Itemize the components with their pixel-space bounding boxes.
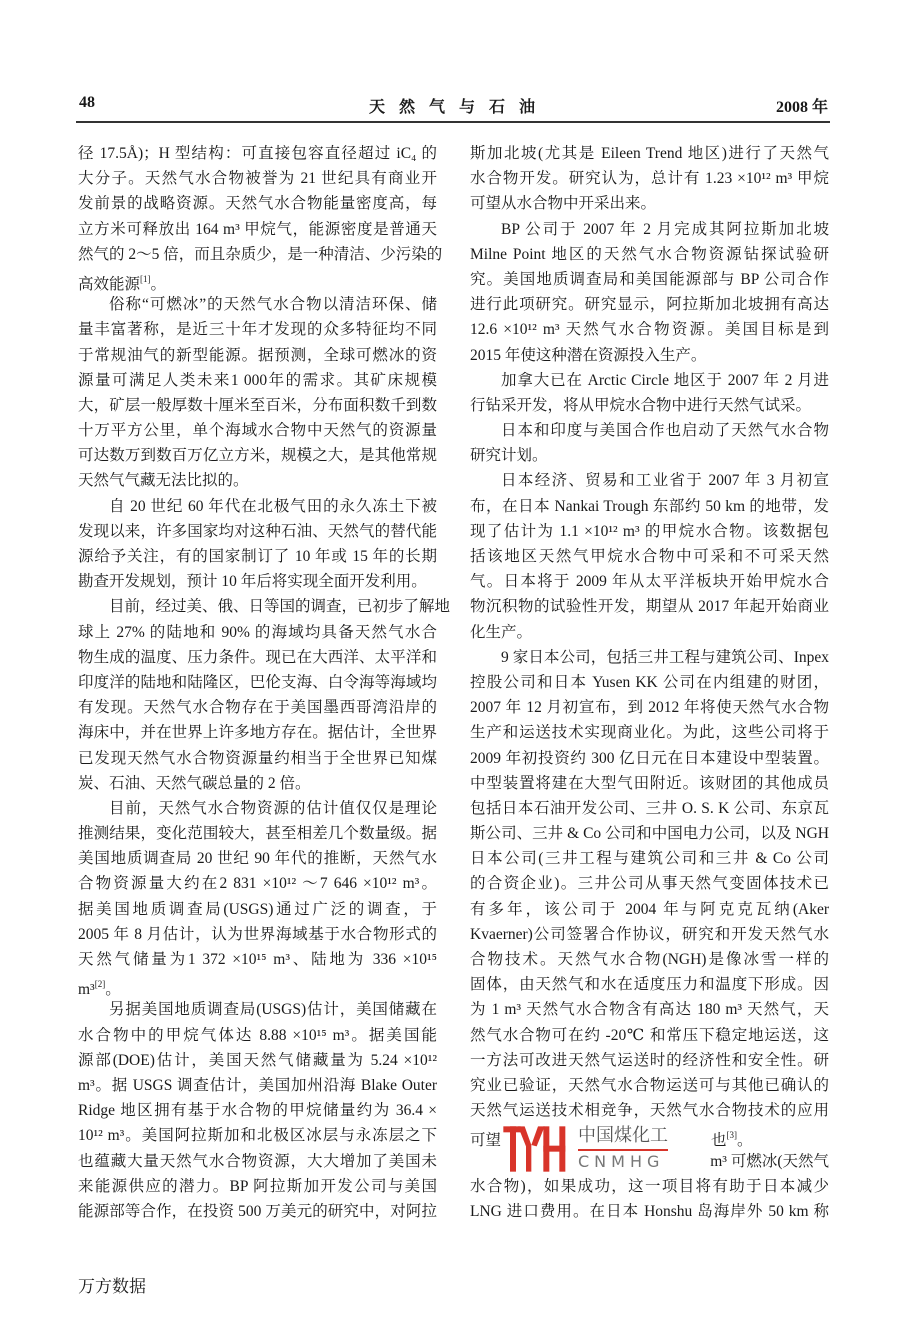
text-run: Kvaerner)公司签署合作协议，研究和开发天然气水 [470,925,829,943]
text-run: 包括日本石油开发公司、三井 O. S. K 公司、东京瓦 [470,799,829,817]
text-line [78,1149,437,1174]
text-run: 发前景的战略资源。天然气水合物能量密度高，每 [78,195,437,213]
citation-ref: [3] [726,1130,738,1141]
text-line [78,947,437,972]
text-run: 气。日本将于 2009 年从太平洋板块开始甲烷水合 [470,573,829,591]
text-line [470,821,829,846]
text-line [470,292,829,317]
text-run: 究。美国地质调查局和美国能源部与 BP 公司合作 [470,270,829,288]
text-line [78,972,437,997]
text-run: 的合资企业)。三井公司从事天然气变固体技术已 [470,875,829,893]
text-run: 可达数万到数百万亿立方米，规模之大，是其他常规 [78,447,437,465]
text-run: 有发现。天然气水合物存在于美国墨西哥湾沿岸的 [78,699,437,717]
text-run: 12.6 ×10¹² m³ 天然气水合物资源。美国目标是到 [470,321,829,339]
text-line [470,972,829,997]
text-run: 生产和运送技术实现商业化。为此，这些公司将于 [470,724,829,742]
text-run: 合物技术。天然气水合物(NGH)是像冰雪一样的 [470,951,829,968]
text-run: 于常规油气的新型能源。据预测，全球可燃冰的资 [78,346,437,364]
text-line [78,1123,437,1148]
text-line [78,544,437,569]
text-line [78,141,437,166]
text-run: LNG 进口费用。在日本 Honshu 岛海岸外 50 km 称 [470,1202,829,1220]
text-run: 斯加北坡(尤其是 Eileen Trend 地区)进行了天然气 [470,145,829,162]
header-rule [76,121,830,123]
text-run: 化生产。 [470,623,533,641]
text-run: 发现以来，许多国家均对这种石油、天然气的替代能 [78,522,437,540]
watermark-cn-text: 中国煤化工 [578,1125,668,1146]
text-line [78,242,443,267]
text-line [78,166,437,191]
text-run: 。 [105,981,121,999]
text-line [470,846,829,871]
text-line [78,519,437,544]
publication-year: 2008 年 [775,99,828,116]
text-run: 炭、石油、天然气碳总量的 2 倍。 [78,774,311,792]
text-line [78,443,437,468]
text-run: 推测结果，变化范围较大，甚至相差几个数量级。据 [78,825,437,843]
text-run: 据美国地质调查局(USGS)通过广泛的调查，于 [78,900,437,918]
text-run: 自 20 世纪 60 年代在北极气田的永久冻土下被 [109,497,437,515]
text-line [78,1174,437,1199]
text-run: 为 1 m³ 天然气水合物含有高达 180 m³ 天然气，天 [470,1001,829,1019]
text-run: 球上 27% 的陆地和 90% 的海域均具备天然气水合 [78,623,437,641]
text-line [470,217,829,242]
watermark-logo-icon [502,1125,566,1173]
text-line [470,922,829,947]
text-line [78,997,437,1022]
text-line [78,1199,437,1224]
text-run: 布，在日本 Nankai Trough 东部约 50 km 的地带，发 [470,497,829,515]
text-line [470,645,829,670]
watermark-en-text: CNMHG [578,1152,665,1171]
text-run: 也蕴藏大量天然气水合物资源，大大增加了美国未 [78,1152,437,1170]
text-line [78,317,437,342]
text-line [78,1048,437,1073]
text-run: 俗称“可燃冰”的天然气水合物以清洁环保、储 [109,296,437,314]
text-run: 立方米可释放出 164 m³ 甲烷气，能源密度是普通天 [78,220,437,238]
text-line [78,746,437,771]
text-run: 物生成的温度、压力条件。现已在大西洋、太平洋和 [78,648,437,666]
text-run: 2007 年 12 月初宣布，到 2012 年将使天然气水合物 [470,699,829,717]
text-run: Ridge 地区拥有基于水合物的甲烷储量约为 36.4 × [78,1102,437,1120]
text-line [78,821,437,846]
text-run: 物沉积物的试验性开发，期望从 2017 年起开始商业 [470,598,829,616]
text-line [470,368,829,393]
text-run: 水合物中的甲烷气体达 8.88 ×10¹⁵ m³。据美国能 [78,1026,437,1044]
text-run: 大，矿层一般厚数十厘米至百米，分布面积数千到数 [78,396,437,414]
text-run: 9 家日本公司，包括三井工程与建筑公司、Inpex [501,648,829,666]
text-line [470,746,829,771]
text-run: 大分子。天然气水合物被誉为 21 世纪具有商业开 [78,170,437,188]
text-line [78,343,437,368]
footer-source: 万方数据 [78,1277,146,1297]
text-run: 10¹² m³。美国阿拉斯加和北极区冰层与永冻层之下 [78,1127,437,1145]
text-line [78,191,437,216]
text-line [470,796,829,821]
text-line [470,620,829,645]
text-line [78,771,437,796]
text-run: 径 17.5Å)；H 型结构：可直接包容直径超过 iC₄ 的 [78,145,437,162]
text-run: 一方法可改进天然气运送时的经济性和安全性。研 [470,1051,829,1069]
text-line [78,1023,437,1048]
text-run: 已发现天然气水合物资源量约相当于全世界已知煤 [78,749,437,767]
text-run: 究业已验证，天然气水合物运送可与其他已确认的 [470,1076,829,1094]
text-run: 源部(DOE)估计，美国天然气储藏量为 5.24 ×10¹² [78,1051,437,1069]
text-run: 印度洋的陆地和陆隆区，巴伦支海、白令海等海域均 [78,673,437,691]
text-run: Milne Point 地区的天然气水合物资源钻探试验研 [470,245,829,263]
text-line [470,1199,829,1224]
text-run: 水合物开发。研究认为，总计有 1.23 ×10¹² m³ 甲烷 [470,170,829,188]
text-line [470,1174,829,1199]
text-line [470,997,829,1022]
text-run: 海床中，并在世界上许多地方存在。据估计，全世界 [78,724,437,742]
text-line [470,468,829,493]
text-line [78,418,437,443]
text-run: 量丰富著称，是近三十年才发现的众多特征均不同 [78,321,437,339]
text-line [470,343,829,368]
left-column [78,141,451,1224]
text-run: 目前，天然气水合物资源的估计值仅仅是理论 [109,799,437,817]
text-line [470,1023,829,1048]
text-run: 十万平方公里，单个海域水合物中天然气的资源量 [78,422,437,440]
text-line [78,620,437,645]
text-run: 水合物)，如果成功，这一项目将有助于日本减少 [470,1177,829,1195]
text-run: 进行此项研究。研究显示，阿拉斯加北坡拥有高达 [470,296,829,314]
text-run: 日本经济、贸易和工业省于 2007 年 3 月初宣 [501,472,829,490]
citation-ref: [1] [140,273,151,284]
text-run: 来能源供应的潜力。BP 阿拉斯加开发公司与美国 [78,1177,437,1195]
text-line [470,947,829,972]
text-run: 2015 年使这种潜在资源投入生产。 [470,346,707,364]
text-run: 天然气运送技术相竞争，天然气水合物技术的应用 [470,1102,829,1120]
right-column [470,141,829,1224]
text-line [78,846,437,871]
text-run: 天然气储量为1 372 ×10¹⁵ m³、陆地为 336 ×10¹⁵ [78,951,437,968]
text-line [78,569,437,594]
text-run: 有多年，该公司于 2004 年与阿克克瓦纳(Aker [470,900,829,918]
text-run: 日本和印度与美国合作也启动了天然气水合物 [501,422,829,440]
text-run: 天然气气藏无法比拟的。 [78,472,249,490]
text-line [78,1073,437,1098]
text-line [470,897,829,922]
text-line [78,292,437,317]
text-line [78,695,437,720]
text-run: 可望 [470,1132,502,1150]
text-line [470,443,829,468]
text-line [470,418,829,443]
text-run: m³ 可燃冰(天然气 [710,1152,829,1170]
text-line [78,645,437,670]
text-run: 2005 年 8 月估计，认为世界海域基于水合物形式的 [78,925,437,943]
text-run: 。 [737,1132,753,1150]
text-run: 日本公司(三井工程与建筑公司和三井 & Co 公司 [470,850,829,868]
text-run: m³。据 USGS 调查估计，美国加州沿海 Blake Outer [78,1076,437,1094]
text-run: 美国地质调查局 20 世纪 90 年代的推断，天然气水 [78,850,437,868]
text-run: 。 [150,275,167,293]
text-line [78,720,437,745]
text-line [470,519,829,544]
text-run: 合物资源量大约在2 831 ×10¹² ～7 646 ×10¹² m³。 [78,875,437,893]
text-line [470,569,829,594]
text-run: m³ [78,981,95,999]
text-line [470,242,829,267]
text-run: 勘查开发规划，预计 10 年后将实现全面开发利用。 [78,573,427,591]
text-line [470,141,829,166]
text-line [470,695,829,720]
text-run: 2009 年初投资约 300 亿日元在日本建设中型装置。 [470,749,829,767]
text-line [78,267,437,292]
text-line [470,670,829,695]
text-line [78,871,437,896]
text-line [470,267,829,292]
text-line [78,594,451,619]
text-run: 括该地区天然气甲烷水合物中可采和不可采天然 [470,548,829,565]
text-run: 目前，经过美、俄、日等国的调查，已初步了解地 [109,598,451,616]
text-run: 可望从水合物中开采出来。 [470,195,657,213]
text-run: BP 公司于 2007 年 2 月完成其阿拉斯加北坡 [501,220,829,238]
text-line [470,720,829,745]
text-line [470,393,829,418]
text-line [78,670,437,695]
text-run: 能源部等合作，在投资 500 万美元的研究中，对阿拉 [78,1202,437,1220]
text-line [78,368,437,393]
text-line [78,796,437,821]
text-run: 控股公司和日本 Yusen KK 公司在内组建的财团， [470,673,829,691]
text-run: 加拿大已在 Arctic Circle 地区于 2007 年 2 月进 [501,371,829,389]
text-run: 然气的 2～5 倍，而且杂质少，是一种清洁、少污染的 [78,245,443,263]
text-line [470,317,829,342]
text-run: 现了估计为 1.1 ×10¹² m³ 的甲烷水合物。该数据包 [470,522,829,540]
watermark-underline [578,1149,668,1151]
text-line [78,494,437,519]
text-run: 源给予关注，有的国家制订了 10 年或 15 年的长期 [78,548,437,565]
text-run: 高效能源 [78,275,141,293]
text-line [78,897,437,922]
text-run: 研究计划。 [470,447,548,465]
text-run: 斯公司、三井 & Co 公司和中国电力公司，以及 NGH [470,825,829,843]
text-line [470,1073,829,1098]
text-line [78,393,437,418]
text-line [470,191,829,216]
text-line [470,494,829,519]
text-run: 固体，由天然气和水在适度压力和温度下形成。因 [470,976,829,994]
text-line [78,217,437,242]
text-line [470,594,829,619]
text-run: 然气水合物可在约 -20℃ 和常压下稳定地运送，这 [470,1026,829,1044]
text-line [470,1098,829,1123]
text-run: 中型装置将建在大型气田附近。该财团的其他成员 [470,774,829,792]
citation-ref: [2] [94,979,106,990]
text-line [470,166,829,191]
text-line [470,544,829,569]
text-run: 另据美国地质调查局(USGS)估计，美国储藏在 [109,1001,437,1019]
page-number: 48 [79,94,95,111]
text-line [470,871,829,896]
text-run: 也 [711,1132,727,1150]
text-line [78,922,437,947]
text-line [78,468,437,493]
text-line [470,771,829,796]
watermark [502,1125,672,1173]
journal-title: 天然气与石油 [368,99,549,116]
text-line [78,1098,437,1123]
text-line [470,1048,829,1073]
text-run: 源量可满足人类未来1 000年的需求。其矿床规模 [78,371,437,389]
text-run: 行钻采开发，将从甲烷水合物中进行天然气试采。 [470,396,812,414]
